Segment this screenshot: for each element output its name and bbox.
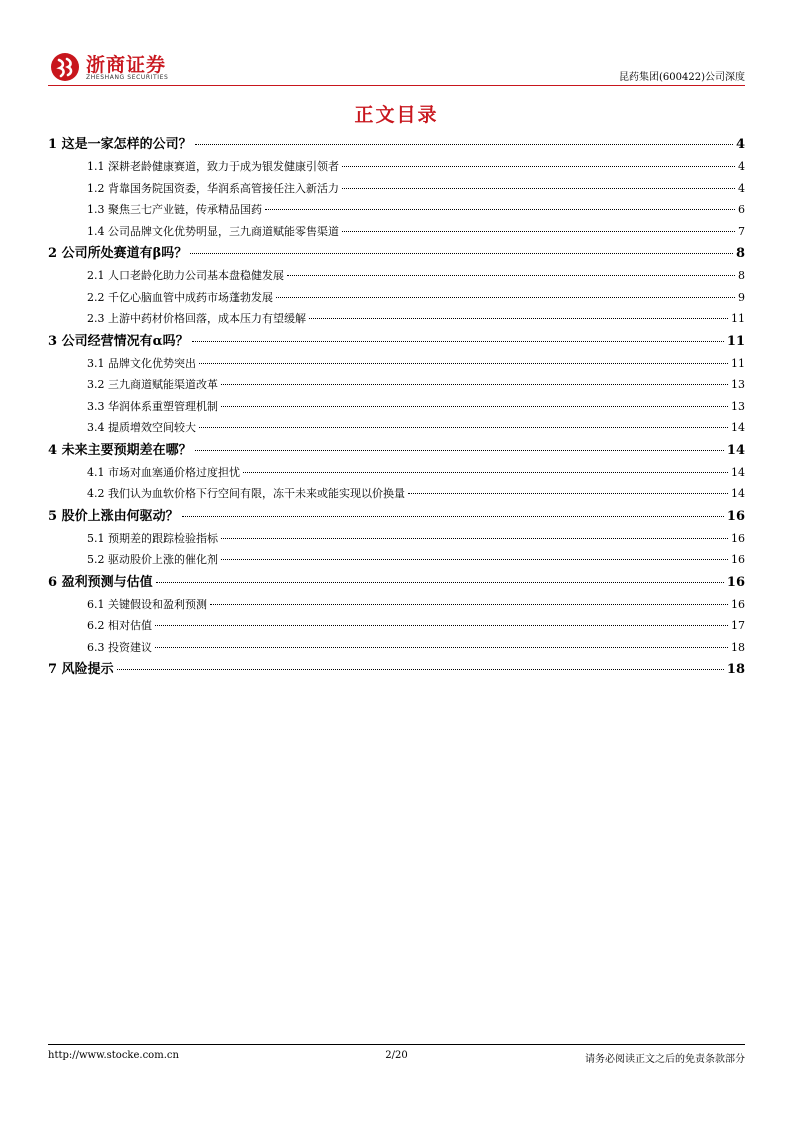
toc-page-number: 18 — [726, 662, 745, 677]
toc-entry-label: 5.2 驱动股价上涨的催化剂 — [87, 553, 218, 566]
toc-subsection[interactable] — [48, 199, 745, 221]
toc-entry-label: 3.3 华润体系重塑管理机制 — [87, 399, 218, 413]
toc-page-number: 16 — [731, 553, 745, 566]
toc-entry-label: 3.4 提质增效空间较大 — [87, 421, 196, 434]
toc-subsection[interactable] — [48, 483, 745, 505]
toc-section[interactable] — [48, 505, 745, 528]
toc-entry-label: 4.1 市场对血塞通价格过度担忧 — [87, 465, 240, 479]
dot-leader — [221, 384, 728, 385]
dot-leader — [156, 582, 724, 583]
page-footer — [48, 1050, 745, 1066]
toc-page-number: 9 — [738, 290, 745, 304]
dot-leader — [221, 538, 728, 539]
toc-entry-label: 6 盈利预测与估值 — [48, 574, 153, 590]
zheshang-logo-icon — [50, 52, 80, 82]
toc-subsection[interactable] — [48, 417, 745, 439]
toc-entry-label: 2.3 上游中药材价格回落，成本压力有望缓解 — [87, 312, 306, 325]
toc-page-number: 16 — [726, 508, 745, 524]
toc-entry-label: 7 风险提示 — [48, 662, 114, 677]
toc-page-number: 18 — [731, 640, 745, 654]
toc-subsection[interactable] — [48, 594, 745, 616]
toc-page-number: 7 — [738, 224, 745, 238]
toc-page-number: 13 — [731, 399, 745, 413]
toc-subsection[interactable] — [48, 615, 745, 637]
dot-leader — [221, 559, 728, 560]
toc-page-number: 16 — [731, 531, 745, 545]
page-number: 2/20 — [385, 1050, 408, 1061]
dot-leader — [199, 427, 728, 428]
dot-leader — [190, 253, 733, 254]
page-header — [48, 48, 745, 86]
dot-leader — [265, 209, 735, 210]
dot-leader — [309, 318, 728, 319]
toc-subsection[interactable] — [48, 221, 745, 243]
dot-leader — [155, 647, 728, 648]
brand-name-cn: 浙商证券 — [86, 54, 167, 76]
toc-subsection[interactable] — [48, 637, 745, 659]
toc-subsection[interactable] — [48, 287, 745, 309]
dot-leader — [408, 493, 728, 494]
toc-entry-label: 2 公司所处赛道有β吗？ — [48, 246, 188, 261]
toc-entry-label: 5 股价上涨由何驱动？ — [48, 508, 179, 524]
dot-leader — [192, 341, 724, 342]
disclaimer-note: 请务必阅读正文之后的免责条款部分 — [585, 1054, 745, 1065]
toc-entry-label: 3 公司经营情况有α吗？ — [48, 333, 189, 349]
toc-entry-label: 1.2 背靠国务院国资委，华润系高管接任注入新活力 — [87, 181, 339, 195]
toc-subsection[interactable] — [48, 549, 745, 571]
toc-page-number: 8 — [738, 269, 745, 282]
toc-section[interactable] — [48, 242, 745, 265]
toc-page-number: 16 — [726, 574, 745, 590]
toc-subsection[interactable] — [48, 178, 745, 200]
toc-section[interactable] — [48, 133, 745, 156]
toc-entry-label: 4.2 我们认为血软价格下行空间有限，冻干未来或能实现以价换量 — [87, 487, 405, 500]
dot-leader — [155, 625, 728, 626]
toc-section[interactable] — [48, 658, 745, 681]
website-link[interactable]: http://www.stocke.com.cn — [48, 1050, 179, 1061]
toc-page-number: 17 — [731, 619, 745, 632]
toc-entry-label: 1.1 深耕老龄健康赛道，致力于成为银发健康引领者 — [87, 160, 339, 173]
toc-page-number: 14 — [731, 421, 745, 434]
page-title: 正文目录 — [354, 104, 439, 126]
toc-page-number: 4 — [738, 181, 745, 195]
dot-leader — [117, 669, 724, 670]
toc-section[interactable] — [48, 330, 745, 353]
toc-page-number: 14 — [726, 442, 745, 458]
header-divider — [48, 85, 745, 86]
toc-entry-label: 3.2 三九商道赋能渠道改革 — [87, 378, 218, 391]
toc-entry-label: 6.1 关键假设和盈利预测 — [87, 597, 207, 611]
toc-page-number: 6 — [738, 203, 745, 216]
toc-page-number: 4 — [735, 137, 745, 152]
dot-leader — [342, 166, 735, 167]
dot-leader — [342, 231, 735, 232]
dot-leader — [195, 450, 724, 451]
toc-entry-label: 1.4 公司品牌文化优势明显，三九商道赋能零售渠道 — [87, 224, 339, 238]
dot-leader — [221, 406, 728, 407]
toc-entry-label: 5.1 预期差的跟踪检验指标 — [87, 531, 218, 545]
dot-leader — [287, 275, 735, 276]
toc-page-number: 4 — [738, 160, 745, 173]
toc-entry-label: 6.3 投资建议 — [87, 640, 152, 654]
toc-subsection[interactable] — [48, 374, 745, 396]
toc-entry-label: 2.2 千亿心脑血管中成药市场蓬勃发展 — [87, 290, 273, 304]
dot-leader — [243, 472, 728, 473]
dot-leader — [182, 516, 724, 517]
toc-page-number: 14 — [731, 487, 745, 500]
toc-page-number: 11 — [726, 333, 745, 349]
toc-entry-label: 6.2 相对估值 — [87, 619, 152, 632]
toc-entry-label: 1 这是一家怎样的公司？ — [48, 137, 192, 152]
toc-entry-label: 3.1 品牌文化优势突出 — [87, 356, 196, 370]
toc-page-number: 13 — [731, 378, 745, 391]
dot-leader — [199, 363, 728, 364]
toc-subsection[interactable] — [48, 396, 745, 418]
toc-section[interactable] — [48, 571, 745, 594]
toc-subsection[interactable] — [48, 308, 745, 330]
toc-page-number: 16 — [731, 597, 745, 611]
dot-leader — [195, 144, 733, 145]
dot-leader — [342, 188, 735, 189]
toc-subsection[interactable] — [48, 353, 745, 375]
toc-section[interactable] — [48, 439, 745, 462]
toc-subsection[interactable] — [48, 462, 745, 484]
footer-divider — [48, 1044, 745, 1045]
toc-page-number: 11 — [731, 312, 745, 325]
toc-entry-label: 4 未来主要预期差在哪？ — [48, 442, 192, 458]
toc-page-number: 14 — [731, 465, 745, 479]
brand-name-en: ZHESHANG SECURITIES — [86, 74, 169, 81]
toc-entry-label: 1.3 聚焦三七产业链，传承精品国药 — [87, 203, 262, 216]
toc-entry-label: 2.1 人口老龄化助力公司基本盘稳健发展 — [87, 269, 284, 282]
toc-page-number: 11 — [731, 356, 745, 370]
table-of-contents — [48, 133, 745, 681]
toc-subsection[interactable] — [48, 528, 745, 550]
dot-leader — [210, 604, 728, 605]
toc-subsection[interactable] — [48, 265, 745, 287]
dot-leader — [276, 297, 735, 298]
document-info: 昆药集团(600422)公司深度 — [619, 72, 745, 83]
toc-subsection[interactable] — [48, 156, 745, 178]
toc-page-number: 8 — [735, 246, 745, 261]
